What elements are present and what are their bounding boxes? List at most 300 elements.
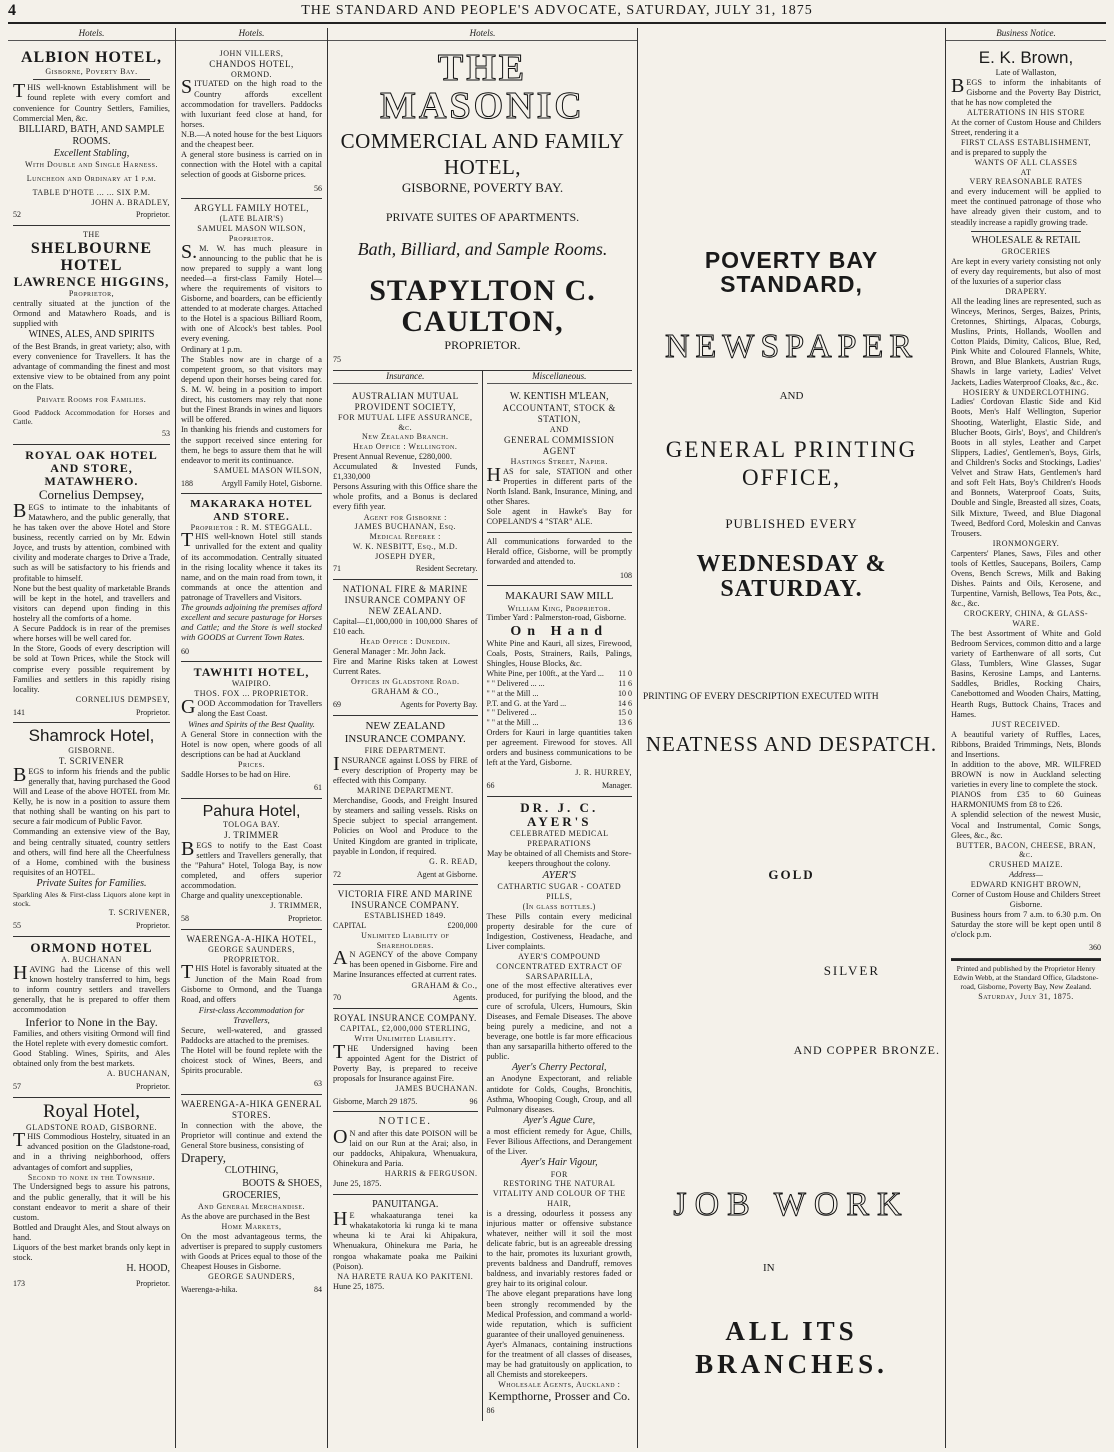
page-number: 4 bbox=[8, 2, 17, 19]
ad-body: THIS well-known Establishment will be found replete with every comfort and convenience for Country Settlers, Families, Commercial Men, &c. bbox=[13, 80, 170, 123]
ad-ayers-preparations bbox=[487, 797, 633, 1421]
ad-number: 72 bbox=[333, 869, 341, 879]
ad-makauri-saw-mill bbox=[487, 586, 633, 796]
ad-waerenga-hotel bbox=[181, 930, 322, 1095]
price-row bbox=[487, 679, 633, 689]
ad-line: BUTTER, BACON, CHEESE, BRAN, &c. bbox=[956, 840, 1096, 860]
ad-body: In addition to the above, MR. WILFRED BROWN is now in Auckland selecting varieties in every line to complete the stock. bbox=[951, 759, 1101, 790]
ad-body: The grounds adjoining the premises afford excellent and secure pasturage for Horses and Cattle; and the Store is well stocked with GOODS at Current Town Rates. bbox=[181, 603, 322, 643]
ad-body: Ayer's Almanacs, containing instructions for the treatment of all classes of diseases, may be had gratuitously on application, to all Chemists and storekeepers. bbox=[486, 1339, 632, 1380]
ad-owner: H. HOOD, bbox=[126, 1263, 170, 1275]
ad-body: of the Best Brands, in great variety; also, with every convenience for Travellers. It has the advantage of commanding the finest and most extensive view to be obtained from any point on the Flats. bbox=[13, 341, 170, 391]
ad-line: Bath, Billiard, and Sample Rooms. bbox=[357, 238, 608, 259]
ad-place: TOLOGA BAY. bbox=[223, 820, 280, 830]
ad-body: HE whakaaturanga tenei ka whakatakotoria ki runga ki te mana wheuna ki te Arai ki Ahipakura, Whenuakura, Ohinekura me Paria, he rongoa whakamate poaka me Paikini (Poison). bbox=[333, 1208, 478, 1271]
ad-place: ORMOND. bbox=[230, 69, 273, 79]
ad-line: Private Suites for Families. bbox=[36, 877, 147, 889]
ad-number: 75 bbox=[333, 355, 341, 365]
newspaper-title: THE STANDARD AND PEOPLE'S ADVOCATE, SATURDAY, JULY 31, 1875 bbox=[301, 3, 813, 18]
ad-line: Home Markets, bbox=[221, 1221, 282, 1231]
ad-albion-hotel bbox=[13, 45, 170, 226]
ad-role: Agents for Poverty Bay. bbox=[400, 699, 478, 709]
published-label: PUBLISHED EVERY bbox=[725, 515, 858, 531]
ad-body: As the above are purchased in the Best bbox=[181, 1211, 310, 1221]
ad-date: Gisborne, March 29 1875. bbox=[333, 1096, 418, 1106]
price-row bbox=[487, 669, 633, 679]
ad-chandos-hotel bbox=[181, 45, 322, 199]
miscellaneous-column bbox=[483, 371, 633, 1421]
ad-body: None but the best quality of marketable Brands will be kept in the hotel, and travellers and visitors can depend upon finding in this hostelry all the comforts of a home. bbox=[13, 583, 170, 623]
price-value: 10 0 bbox=[618, 688, 632, 698]
imprint-text: Printed and published by the Proprietor Henry Edwin Webb, at the Standard Office, Gladstone-road, Gisborne, Poverty Bay, New Zealand. bbox=[953, 964, 1099, 992]
price-value: 13 6 bbox=[618, 718, 632, 727]
ad-line: ACCOUNTANT, STOCK & STATION, bbox=[502, 403, 616, 425]
ad-body: A General Store in connection with the Hotel is now open, where goods of all descriptions can be had at Auckland bbox=[181, 729, 322, 759]
ad-body: N.B.—A noted house for the best Liquors and the cheapest beer. bbox=[181, 129, 322, 150]
ad-number: 173 bbox=[13, 1278, 25, 1288]
price-row bbox=[487, 708, 633, 718]
ad-title: PANUITANGA. bbox=[372, 1198, 439, 1210]
column-1 bbox=[8, 28, 176, 1448]
ad-owner: JOSEPH DYER, bbox=[375, 551, 436, 561]
ad-owner: JOHN VILLERS, bbox=[219, 48, 284, 58]
ad-body: PIANOS from £35 to 60 Guineas HARMONIUMS from £8 to £26. bbox=[951, 790, 1101, 810]
ad-owner: GEORGE SAUNDERS, PROPRIETOR. bbox=[208, 944, 295, 964]
ad-body: Merchandise, Goods, and Freight Insured by steamers and sailing vessels. Risks on Specie subject to special arrangement. Policies on Wool and Produce to the United Kingdom are granted in triplicate, payable in London, if required. bbox=[333, 796, 478, 856]
price-row bbox=[487, 718, 633, 728]
ad-title: THE MASONIC bbox=[380, 46, 585, 127]
ad-body: Good Paddock Accommodation for Horses and Cattle. bbox=[13, 407, 170, 426]
ad-line: Unlimited Liability of Shareholders. bbox=[361, 930, 450, 950]
ad-body: a most efficient remedy for Ague, Chills, Fever Bilious Affections, and Derangement of the Liver. bbox=[486, 1127, 632, 1157]
ad-line: ESTABLISHED 1849. bbox=[364, 911, 447, 921]
ad-body: BEGS to inform the inhabitants of Gisborne and the Poverty Bay District, that he has now completed the bbox=[951, 74, 1101, 107]
ad-line: Prices. bbox=[238, 759, 265, 769]
ad-owner: William King, Proprietor. bbox=[507, 603, 611, 613]
ad-line: Excellent Stabling, bbox=[53, 148, 130, 160]
ad-role: Agents. bbox=[452, 993, 478, 1003]
ad-line: BILLIARD, BATH, AND SAMPLE ROOMS. bbox=[18, 123, 165, 147]
ad-title: AUSTRALIAN MUTUAL PROVIDENT SOCIETY, bbox=[351, 390, 459, 412]
all-branches-heading: ALL ITS BRANCHES. bbox=[695, 1315, 888, 1379]
ad-royal-oak bbox=[13, 445, 170, 723]
ad-place: Waerenga-a-hika. bbox=[181, 1284, 238, 1294]
ad-title: ORMOND HOTEL bbox=[30, 939, 153, 955]
ad-line: DRAPERY. bbox=[1005, 286, 1047, 296]
price-item: " " Delivered ... ... bbox=[486, 679, 545, 688]
ad-line: AYER'S bbox=[542, 869, 577, 881]
ad-number: 86 bbox=[486, 1406, 495, 1416]
ad-nz-insurance bbox=[333, 716, 478, 886]
ad-pahura-hotel bbox=[181, 799, 322, 930]
ad-line: AND bbox=[549, 425, 569, 435]
ad-waerenga-stores bbox=[181, 1095, 322, 1300]
ad-title: WAERENGA-A-HIKA GENERAL STORES. bbox=[181, 1098, 322, 1120]
ad-body: The above elegant preparations have long been strongly recommended by the Medical Profession, and command a world-wide reputation, which is sufficient guarantee of their unalloyed genuineness. bbox=[486, 1289, 632, 1339]
ad-title: Royal Hotel, bbox=[42, 1100, 141, 1122]
ad-line: FIRE DEPARTMENT. bbox=[364, 746, 446, 756]
neatness-heading: NEATNESS AND DESPATCH. bbox=[645, 731, 938, 756]
ad-line: WHOLESALE & RETAIL bbox=[971, 234, 1081, 246]
ad-footer: Argyll Family Hotel, Gisborne. bbox=[221, 478, 322, 488]
ad-place: GISBORNE, POVERTY BAY. bbox=[401, 180, 564, 196]
ad-line: Head Office : Dunedin. bbox=[360, 637, 451, 647]
ad-title: VICTORIA FIRE AND MARINE INSURANCE COMPANY. bbox=[337, 889, 473, 911]
ad-title: ROYAL INSURANCE COMPANY. bbox=[333, 1013, 477, 1024]
ad-owner: CORNELIUS DEMPSEY, bbox=[75, 694, 170, 704]
ad-title: Pahura Hotel, bbox=[202, 802, 301, 820]
ad-body: In the Store, Goods of every description will be sold at Town Prices, while the Stock will comprise every possible requirement by Families and settlers in this rapidly rising locality. bbox=[13, 644, 170, 694]
ad-owner: GRAHAM & Co., bbox=[411, 980, 478, 990]
ad-body: Sole agent in Hawke's Bay for COPELAND'S 4 "STAR" ALE. bbox=[486, 506, 632, 527]
ad-body: Charge and quality unexceptionable. bbox=[181, 891, 303, 901]
ad-line: First-class Accommodation for Travellers, bbox=[198, 1004, 305, 1026]
ad-number: 360 bbox=[1089, 943, 1101, 953]
ad-masonic-hotel bbox=[333, 45, 632, 371]
ad-victoria-insurance bbox=[333, 885, 478, 1009]
silver-label: SILVER bbox=[823, 963, 880, 979]
ad-shamrock-hotel bbox=[13, 723, 170, 937]
ad-role: Proprietor. bbox=[136, 1278, 170, 1288]
ad-place: GISBORNE. bbox=[68, 746, 115, 756]
section-hotels: Hotels. bbox=[176, 28, 327, 41]
price-item: White Pine, per 100ft., at the Yard ... bbox=[486, 669, 604, 679]
ad-title: WAERENGA-A-HIKA HOTEL, bbox=[186, 933, 317, 944]
ad-role: Manager. bbox=[602, 780, 632, 790]
ad-number: 188 bbox=[181, 478, 193, 488]
ad-line: PRIVATE SUITES OF APARTMENTS. bbox=[385, 210, 580, 225]
ad-owner: STAPYLTON C. CAULTON, bbox=[369, 273, 596, 339]
ad-body: Saddle Horses to be had on Hire. bbox=[181, 769, 291, 779]
ad-body: S.M. W. has much pleasure in announcing to the public that he is now prepared to supply a want long needed—a first-class Family Hotel—where the requirements of visitors to Gisborne, and boarders, can be efficiently attended to at moderate charges. Attached to the Hotel is a spacious Billiard Room, with one of Alcock's best tables. Pool every evening. bbox=[181, 240, 322, 344]
ad-body: The Undersigned begs to assure his patrons, and the public generally, that it will be his constant endeavor to merit a share of their custom. bbox=[13, 1182, 170, 1222]
ad-number: 58 bbox=[181, 914, 189, 924]
ad-line: Ayer's Cherry Pectoral, bbox=[511, 1062, 607, 1074]
ad-owner: J. TRIMMER bbox=[224, 829, 279, 840]
ad-role: Agent at Gisborne. bbox=[416, 869, 478, 879]
ad-body: In thanking his friends and customers for the support received since entering for them, he begs to assure them that he will endeavor to merit its continuance. bbox=[181, 425, 322, 465]
ad-body: Corner of Custom House and Childers Street Gisborne. bbox=[951, 889, 1101, 909]
ad-line: CRUSHED MAIZE. bbox=[989, 860, 1063, 870]
price-value: 14 6 bbox=[618, 698, 632, 708]
ad-number: 84 bbox=[314, 1284, 322, 1294]
ad-number: 60 bbox=[181, 646, 189, 656]
ad-title: NOTICE. bbox=[378, 1116, 432, 1128]
ad-title: COMMERCIAL AND FAMILY HOTEL, bbox=[340, 128, 625, 179]
ad-owner: T. SCRIVENER bbox=[58, 755, 125, 766]
ad-body: Capital—£1,000,000 in 100,000 Shares of £10 each. bbox=[333, 616, 478, 637]
ad-national-insurance bbox=[333, 580, 478, 715]
ad-body: centrally situated at the junction of the Ormond and Matawhero Roads, and is supplied with bbox=[13, 299, 170, 329]
ad-line: IRONMONGERY. bbox=[992, 538, 1060, 548]
ad-role: Proprietor. bbox=[136, 1081, 170, 1091]
ad-number: 96 bbox=[469, 1096, 478, 1106]
ad-line: New Zealand Branch. bbox=[362, 432, 449, 442]
ad-line: Ayer's Hair Vigour, bbox=[520, 1157, 598, 1169]
ad-number: 56 bbox=[314, 183, 322, 193]
ad-owner: G. R. READ, bbox=[429, 856, 478, 866]
ad-place: GLADSTONE ROAD, GISBORNE. bbox=[25, 1122, 158, 1132]
insurance-column bbox=[333, 371, 483, 1421]
ad-body: BEGS to notify to the East Coast settlers and Travellers generally, that the "Pahura" Hotel, Tologa Bay, is now completed, and offers superior accommodation. bbox=[181, 837, 322, 891]
price-item: " " Delivered ... bbox=[486, 708, 537, 718]
ad-line: (LATE BLAIR'S) bbox=[219, 214, 284, 224]
ad-line: TABLE D'HOTE ... ... SIX P.M. bbox=[32, 187, 151, 197]
ad-date: Hune 25, 1875. bbox=[333, 1281, 385, 1291]
ad-body: Accumulated & Invested Funds, £1,330,000 bbox=[333, 462, 478, 482]
ad-ek-brown bbox=[951, 45, 1101, 959]
ad-role: Proprietor. bbox=[136, 921, 170, 931]
ad-owner: THOS. FOX ... PROPRIETOR. bbox=[194, 689, 309, 699]
ad-line: BOOTS & SHOES, bbox=[242, 1177, 322, 1189]
show-through-area bbox=[643, 28, 940, 248]
ad-line: FOR MUTUAL LIFE ASSURANCE, &c. bbox=[338, 412, 473, 432]
ad-body: is a dressing, odourless it possess any injurious matter or offensive substance whatever, neither will it soil the most delicate fabric, but is an agreeable dressing to the hair, promotes its luxuriant growth, prevents baldness and Dandruff, removes baldness, and invariably restores faded or grey hair to its original colour. bbox=[486, 1208, 632, 1289]
section-business-notice: Business Notice. bbox=[946, 28, 1106, 41]
ad-body: THIS well-known Hotel still stands unrivalled for the extent and quality of its accommodation. Centrally situated in the rising locality whence it takes its name, and on the main road from town, it commands at once the attention and patronage of Travellers and Visitors. bbox=[181, 529, 322, 602]
ad-owner: J. R. HURREY, bbox=[575, 768, 632, 778]
ad-body: Liquors of the best market brands only kept in stock. bbox=[13, 1243, 170, 1263]
ad-body: Bottled and Draught Ales, and Stout always on hand. bbox=[13, 1222, 170, 1242]
imprint bbox=[951, 959, 1101, 1001]
ad-owner: Proprietor : R. M. STEGGALL. bbox=[190, 522, 313, 532]
ad-owner: GRAHAM & CO., bbox=[371, 687, 439, 697]
ad-body: On the most advantageous terms, the advertiser is prepared to supply customers with Goods at Prices equal to those of the Cheapest Houses in Gisborne. bbox=[181, 1231, 322, 1271]
ad-line: THE bbox=[82, 230, 101, 240]
ad-title: DR. J. C. AYER'S bbox=[520, 799, 599, 829]
ad-number: 63 bbox=[314, 1079, 322, 1089]
ad-tawhiti-hotel bbox=[181, 662, 322, 798]
ad-line: Address— bbox=[1009, 869, 1043, 879]
ad-owner: SAMUEL MASON WILSON, bbox=[197, 224, 306, 233]
ad-body: BEGS to inform his friends and the public generally that, having purchased the Good Will and Lease of the above HOTEL from Mr. Kelly, he is now in a position to assure them that nothing shall be wanting on his part to secure a fair modicum of Public Favor. bbox=[13, 763, 170, 827]
ad-argyll-hotel bbox=[181, 199, 322, 494]
imprint-date: Saturday, July 31, 1875. bbox=[978, 991, 1074, 1001]
ad-body: AN AGENCY of the above Company has been opened in Gisborne. Fire and Marine Insurances effected at current rates. bbox=[333, 947, 478, 980]
ad-line: Offices in Gladstone Road. bbox=[351, 677, 460, 687]
ad-date: June 25, 1875. bbox=[333, 1178, 382, 1188]
ad-body: White Pine and Kauri, all sizes, Firewood, Coals, Posts, Strainers, Rails, Palings, Shingles, House Blocks, &c. bbox=[486, 638, 632, 669]
ad-line: RESTORING THE NATURAL VITALITY AND COLOUR OF THE HAIR, bbox=[492, 1179, 626, 1208]
ad-title: Shamrock Hotel, bbox=[28, 726, 155, 746]
ad-body: Business hours from 7 a.m. to 6.30 p.m. On Saturday the store will be kept open until 8 o'clock p.m. bbox=[951, 910, 1101, 940]
ad-line: CELEBRATED MEDICAL PREPARATIONS bbox=[509, 829, 609, 849]
ad-line: Head Office : Wellington. bbox=[353, 442, 458, 452]
ad-title: MAKARAKA HOTEL AND STORE. bbox=[190, 498, 313, 523]
ad-line: Drapery, bbox=[181, 1150, 226, 1166]
ad-number: 71 bbox=[333, 564, 341, 574]
ad-title: ALBION HOTEL, bbox=[20, 48, 163, 66]
ad-line: CATHARTIC SUGAR - COATED PILLS, bbox=[497, 882, 622, 902]
ad-body: These Pills contain every medicinal property desirable for the cure of Indigestion, Costiveness, Headache, and Liver complaints. bbox=[486, 911, 632, 951]
ad-body: one of the most effective alteratives ever produced, for purifying the blood, and the cure of scrofula, Ulcers, Humours, Skin Diseases, and Female Diseases. The above being purely a medicine, and not a beverage, one bottle is far more efficacious than any sarsaparilla hitherto offered to the public. bbox=[486, 981, 632, 1062]
ad-line: Agent for Gisborne : bbox=[363, 512, 447, 522]
ad-title: ARGYLL FAMILY HOTEL, bbox=[193, 203, 309, 214]
printing-office-heading: GENERAL PRINTING OFFICE, bbox=[665, 436, 918, 490]
ad-line: CAPITAL, £2,000,000 STERLING, bbox=[340, 1024, 471, 1034]
price-row bbox=[487, 689, 633, 699]
in-label: IN bbox=[763, 1261, 775, 1274]
job-work-heading: JOB WORK bbox=[673, 1185, 910, 1223]
ad-role: PROPRIETOR. bbox=[444, 337, 521, 352]
ad-body: Orders for Kauri in large quantities taken per agreement. Firewood for stoves. All orders and business communications to be left at the Yard, Gisborne. bbox=[486, 727, 632, 768]
ad-line: GROCERIES bbox=[1001, 246, 1051, 256]
ad-title: W. KENTISH M'LEAN, bbox=[509, 390, 609, 402]
ad-line: HOSIERY & UNDERCLOTHING. bbox=[962, 387, 1090, 397]
capital-label: CAPITAL bbox=[333, 921, 367, 930]
publication-days: WEDNESDAY & SATURDAY. bbox=[696, 550, 887, 602]
ad-body: SITUATED on the high road to the Country affords excellent accommodation for travellers. Paddocks with luxuriant feed close at hand, for horses. bbox=[181, 76, 322, 129]
ad-body: THIS Hotel is favorably situated at the Junction of the Main Road from Gisborne to Ormond, and the Tuanga Road, and offers bbox=[181, 961, 322, 1004]
ad-line: Ayer's Ague Cure, bbox=[523, 1114, 596, 1126]
ad-amp-society bbox=[333, 387, 478, 580]
price-value: 11 6 bbox=[618, 679, 632, 688]
ad-body: Present Annual Revenue, £280,000. bbox=[333, 451, 452, 461]
ad-body: Good Stabling. Wines, Spirits, and Ales obtained only from the best markets. bbox=[13, 1048, 170, 1069]
ad-owner: SAMUEL MASON WILSON, bbox=[213, 465, 322, 475]
ad-body: Ordinary at 1 p.m. bbox=[181, 344, 243, 354]
ad-line: Private Rooms for Families. bbox=[36, 395, 147, 405]
ad-line: WANTS OF ALL CLASSES bbox=[974, 157, 1078, 167]
ad-title: CHANDOS HOTEL, bbox=[209, 58, 294, 69]
ad-body: General Manager : Mr. John Jack. bbox=[333, 646, 446, 656]
ad-line: MARINE DEPARTMENT. bbox=[356, 786, 454, 796]
ad-number: 141 bbox=[13, 707, 25, 717]
ad-owner: JAMES BUCHANAN, Esq. bbox=[354, 522, 456, 532]
ad-body: The best Assortment of White and Gold Bedroom Services, common ditto and a large variety of Earthenware of all sorts, Cut Glass, Tumblers, Wine Glasses, Sugar Basins, Kerosine Lamps, and Lanterns. Saddles, Bridles, Rocking Chairs, Canebottomed and Wooden Chairs, Matting, Hearth Rugs, Buttock Chains, Traces and Hames. bbox=[951, 628, 1101, 719]
ad-number: 108 bbox=[620, 570, 632, 580]
ad-owner: Cornelius Dempsey, bbox=[38, 487, 145, 503]
ad-line: CROCKERY, CHINA, & GLASS-WARE. bbox=[963, 609, 1089, 629]
ad-ormond-hotel bbox=[13, 937, 170, 1098]
ad-royal-hotel bbox=[13, 1098, 170, 1294]
and-label: AND bbox=[779, 390, 804, 403]
ad-body: All the leading lines are represented, such as Winceys, Merinos, Serges, Baizes, Prints, Cretonnes, Shirtings, Alpacas, Coburgs, Muslins, Prints, Hollands, Woollen and Cotton Plaids, Dimity, Calicos, Blue, Red, Pink White and Coloured Flannels, White, Brown, and Blue Blankets, Austrian Rugs, Shawls in large variety, Ladies' Velvet Jackets, Ladies Waterproof Cloaks, &c., &c. bbox=[951, 296, 1101, 387]
section-miscellaneous: Miscellaneous. bbox=[487, 371, 633, 384]
ad-line: On Hand bbox=[510, 623, 609, 639]
ad-line: Medical Referee : bbox=[369, 532, 441, 542]
ad-line: JUST RECEIVED. bbox=[991, 719, 1061, 729]
ad-line: AT bbox=[1020, 167, 1032, 177]
ad-royal-insurance bbox=[333, 1009, 478, 1112]
ad-place: Gisborne, Poverty Bay. bbox=[45, 66, 138, 76]
ad-number: 52 bbox=[13, 210, 21, 220]
newspaper-name: POVERTY BAY STANDARD, bbox=[704, 247, 879, 298]
ad-line: (In glass bottles.) bbox=[522, 901, 596, 911]
ad-body: Persons Assuring with this Office share the whole profits, and a Bonus is declared every fifth year. bbox=[333, 482, 478, 512]
ad-mclean-agent bbox=[487, 387, 633, 533]
ad-owner: A. BUCHANAN, bbox=[106, 1069, 170, 1079]
ad-line: GENERAL COMMISSION AGENT bbox=[504, 434, 615, 456]
ad-body: Timber Yard : Palmerston-road, Gisborne. bbox=[486, 613, 627, 623]
ad-owner: NA HARETE RAUA KO PAKITENI. bbox=[337, 1271, 474, 1281]
ad-line: Luncheon and Ordinary at 1 p.m. bbox=[26, 174, 157, 184]
column-4 bbox=[638, 28, 946, 1448]
ad-body: A beautiful variety of Ruffles, Laces, Ribbons, Braided Trimmings, Nets, Blonds and Insertions. bbox=[951, 729, 1101, 759]
ad-owner: GEORGE SAUNDERS, bbox=[208, 1272, 295, 1282]
printing-line: PRINTING OF EVERY DESCRIPTION EXECUTED WITH bbox=[643, 692, 879, 703]
section-hotels: Hotels. bbox=[328, 28, 637, 41]
ad-line: WINES, ALES, AND SPIRITS bbox=[28, 329, 155, 341]
ad-line: Late of Wallaston, bbox=[995, 67, 1057, 77]
ad-body: BEGS to intimate to the inhabitants of Matawhero, and the public generally, that he has taken over the above Hotel and Store business, recently carried on by Mr. Edwin Joyce, and trusts by attention, combined with civility and moderate charges to Drive a Trade, such as will be satisfactory to his friends and profitable to himself. bbox=[13, 499, 170, 583]
ad-owner: W. K. NESBITT, Esq., M.D. bbox=[352, 541, 458, 551]
ad-line: Wholesale Agents, Auckland : bbox=[498, 1380, 621, 1390]
ad-line: With Double and Single Harness. bbox=[24, 160, 159, 170]
ad-line: Inferior to None in the Bay. bbox=[25, 1014, 158, 1029]
ad-body: All communications forwarded to the Herald office, Gisborne, will be promptly forwarded and attended to. bbox=[486, 537, 632, 567]
column-5 bbox=[946, 28, 1106, 1448]
ad-line: AYER'S COMPOUND CONCENTRATED EXTRACT OF SARSAPARILLA, bbox=[496, 952, 623, 981]
column-3 bbox=[328, 28, 638, 1448]
ad-number: 70 bbox=[333, 993, 341, 1003]
ad-body: In connection with the above, the Proprietor will continue and extend the General Store business, consisting of bbox=[181, 1120, 322, 1151]
ad-title: ROYAL OAK HOTEL AND STORE, MATAWHERO. bbox=[25, 447, 158, 489]
ad-body: THIS Commodious Hostelry, situated in an advanced position on the Gladstone-road, and in a thriving neighborhood, offers advantages of comfort and supplies, bbox=[13, 1129, 170, 1172]
ad-owner: LAWRENCE HIGGINS, bbox=[13, 274, 170, 289]
ad-line: GROCERIES, bbox=[222, 1189, 281, 1201]
ad-line: With Unlimited Liability. bbox=[354, 1033, 457, 1043]
ad-body: The Hotel will be found replete with the choicest stock of Wines, Beers, and Spirits procurable. bbox=[181, 1045, 322, 1076]
ad-line: FOR bbox=[550, 1169, 568, 1179]
ad-line: CLOTHING, bbox=[224, 1165, 279, 1177]
ad-body: Families, and others visiting Ormond will find the Hotel replete with every domestic comfort. bbox=[13, 1028, 170, 1048]
newspaper-heading: NEWSPAPER bbox=[664, 328, 919, 366]
col3-split bbox=[333, 371, 632, 1421]
column-2 bbox=[176, 28, 328, 1448]
ad-body: an Anodyne Expectorant, and reliable antidote for Colds, Coughs, Bronchitis, Asthma, Whooping Cough, Croup, and all Pulmonary diseases. bbox=[486, 1074, 632, 1114]
ad-body: Secure, well-watered, and grassed Paddocks are attached to the premises. bbox=[181, 1025, 322, 1045]
ad-number: 69 bbox=[333, 699, 341, 709]
ad-number: 55 bbox=[13, 921, 21, 931]
ad-body: The Stables now are in charge of a competent groom, so that visitors may depend upon their horses being cared for. S. M. W. being in a position to import direct, his customers may rely that none but the Finest Brands in wines and liquors will be offered. bbox=[181, 354, 322, 425]
ad-body: and every inducement will be applied to meet the continued patronage of those who have already given their custom, and to steadily increase a rapidly growing trade. bbox=[951, 187, 1101, 227]
ad-body: GOOD Accommodation for Travellers along the East Coast. bbox=[181, 695, 322, 719]
ad-body: HAS for sale, STATION and other Properties in different parts of the North Island. Bank, Insurance, Mining, and other Shares. bbox=[486, 463, 632, 506]
ad-body: A splendid selection of the newest Music, Vocal and Instrumental, Comic Songs, Glees, &c., &c. bbox=[951, 810, 1101, 840]
ad-number: 53 bbox=[162, 429, 170, 439]
copper-label: AND COPPER BRONZE. bbox=[793, 1042, 940, 1057]
ad-body: Sparkling Ales & First-class Liquors alone kept in stock. bbox=[13, 890, 170, 909]
ad-title: SHELBOURNE HOTEL bbox=[30, 239, 153, 275]
price-list bbox=[487, 669, 633, 728]
ad-line: FIRST CLASS ESTABLISHMENT, bbox=[960, 138, 1092, 148]
ad-owner: T. SCRIVENER, bbox=[108, 908, 170, 918]
ad-body: INSURANCE against LOSS by FIRE of every description of Property may be effected with this Company. bbox=[333, 753, 478, 786]
ad-title: MAKAURI SAW MILL bbox=[505, 590, 614, 603]
ad-line: And General Merchandise. bbox=[198, 1202, 305, 1212]
ad-line: Wines and Spirits of the Best Quality. bbox=[188, 719, 315, 730]
ad-body: Are kept in every variety consisting not only of every day requirements, but also of most of the luxuries of a superior class bbox=[951, 256, 1101, 286]
ad-body: THE Undersigned having been appointed Agent for the District of Poverty Bay, is prepared to receive proposals for Insurance against Fire. bbox=[333, 1040, 478, 1083]
ad-communications bbox=[487, 533, 633, 586]
ad-number: 66 bbox=[486, 780, 495, 790]
section-hotels: Hotels. bbox=[8, 28, 175, 41]
section-insurance: Insurance. bbox=[333, 371, 478, 384]
gold-label: GOLD bbox=[768, 867, 815, 883]
ad-place: Hastings Street, Napier. bbox=[510, 456, 608, 466]
ad-shelbourne-hotel bbox=[13, 226, 170, 445]
ad-role: Proprietor. bbox=[136, 707, 170, 717]
ad-line: Second to none in the Township. bbox=[27, 1172, 156, 1182]
ad-place: WAIPIRO. bbox=[231, 679, 272, 689]
ad-owner: JOHN A. BRADLEY, bbox=[91, 197, 170, 207]
ad-owner: Kempthorne, Prosser and Co. bbox=[488, 1389, 631, 1404]
ad-title: TAWHITI HOTEL, bbox=[193, 665, 310, 680]
masthead bbox=[8, 0, 1106, 24]
ad-owner: J. TRIMMER, bbox=[270, 901, 322, 911]
ad-owner: HARRIS & FERGUSON. bbox=[384, 1169, 478, 1179]
